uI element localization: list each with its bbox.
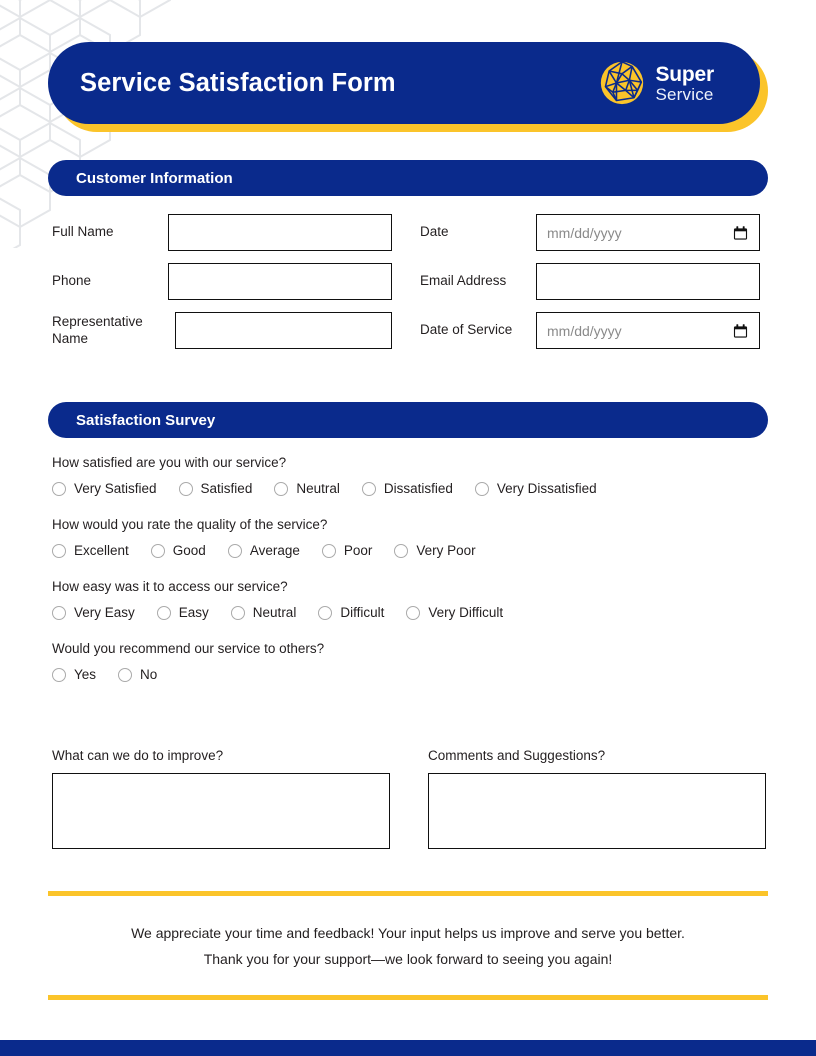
radio-circle-icon[interactable] bbox=[318, 606, 332, 620]
radio-option-poor[interactable] bbox=[322, 543, 373, 558]
radio-option-yes[interactable] bbox=[52, 667, 96, 682]
radio-circle-icon[interactable] bbox=[179, 482, 193, 496]
geodesic-sphere-icon bbox=[599, 60, 645, 106]
radio-circle-icon[interactable] bbox=[52, 482, 66, 496]
label-comments: Comments and Suggestions? bbox=[428, 748, 606, 763]
comments-block bbox=[428, 748, 768, 849]
option-label: Average bbox=[249, 543, 300, 558]
option-row-ease-of-access bbox=[52, 605, 768, 620]
field-row-representative-name bbox=[52, 312, 402, 349]
logo-text-primary: Super bbox=[655, 62, 714, 86]
option-label: Dissatisfied bbox=[383, 481, 453, 496]
page-bottom-bar bbox=[0, 1040, 816, 1056]
radio-circle-icon[interactable] bbox=[475, 482, 489, 496]
radio-option-very-satisfied[interactable] bbox=[52, 481, 157, 496]
option-row-recommend bbox=[52, 667, 768, 682]
radio-option-neutral[interactable] bbox=[274, 481, 340, 496]
question-text-satisfaction: How satisfied are you with our service? bbox=[52, 455, 287, 470]
radio-option-average[interactable] bbox=[228, 543, 300, 558]
full-name-input[interactable] bbox=[168, 214, 392, 251]
customer-information-grid bbox=[52, 214, 768, 361]
divider-yellow-top bbox=[48, 891, 768, 896]
option-label: Very Satisfied bbox=[74, 481, 157, 496]
radio-circle-icon[interactable] bbox=[228, 544, 242, 558]
radio-option-good[interactable] bbox=[151, 543, 206, 558]
field-row-phone bbox=[52, 263, 402, 300]
date-input[interactable] bbox=[536, 214, 760, 251]
footer-line-2: Thank you for your support—we look forward to seeing you again! bbox=[203, 950, 613, 967]
label-email-address: Email Address bbox=[420, 273, 507, 289]
radio-option-no[interactable] bbox=[118, 667, 157, 682]
question-text-ease-of-access: How easy was it to access our service? bbox=[52, 579, 288, 594]
option-label: Yes bbox=[74, 667, 97, 682]
radio-option-excellent[interactable] bbox=[52, 543, 129, 558]
option-label: Very Difficult bbox=[428, 605, 504, 620]
radio-circle-icon[interactable] bbox=[151, 544, 165, 558]
radio-circle-icon[interactable] bbox=[322, 544, 336, 558]
divider-yellow-bottom bbox=[48, 995, 768, 1000]
option-label: Good bbox=[172, 543, 206, 558]
header-bar bbox=[48, 42, 760, 124]
option-label: Very Easy bbox=[74, 605, 135, 620]
radio-option-satisfied[interactable] bbox=[179, 481, 253, 496]
phone-input[interactable] bbox=[168, 263, 392, 300]
radio-option-very-difficult[interactable] bbox=[406, 605, 503, 620]
label-date-of-service: Date of Service bbox=[420, 322, 513, 338]
field-row-full-name bbox=[52, 214, 402, 251]
option-row-satisfaction bbox=[52, 481, 768, 496]
radio-option-dissatisfied[interactable] bbox=[362, 481, 453, 496]
improve-textarea[interactable] bbox=[52, 773, 390, 849]
brand-logo bbox=[599, 60, 714, 106]
improve-block bbox=[52, 748, 392, 849]
email-address-input[interactable] bbox=[536, 263, 760, 300]
radio-circle-icon[interactable] bbox=[274, 482, 288, 496]
comments-textarea[interactable] bbox=[428, 773, 766, 849]
question-text-quality: How would you rate the quality of the service? bbox=[52, 517, 328, 532]
section-title-satisfaction-survey: Satisfaction Survey bbox=[76, 411, 216, 429]
radio-circle-icon[interactable] bbox=[118, 668, 132, 682]
field-row-date bbox=[420, 214, 768, 251]
radio-circle-icon[interactable] bbox=[52, 544, 66, 558]
section-header-satisfaction-survey bbox=[48, 402, 768, 438]
radio-option-very-poor[interactable] bbox=[394, 543, 475, 558]
label-date: Date bbox=[420, 224, 449, 240]
page-header bbox=[48, 42, 760, 124]
label-improve: What can we do to improve? bbox=[52, 748, 224, 763]
page-title: Service Satisfaction Form bbox=[80, 68, 396, 97]
question-text-recommend: Would you recommend our service to others? bbox=[52, 641, 325, 656]
field-row-email-address bbox=[420, 263, 768, 300]
free-text-section bbox=[52, 748, 768, 849]
radio-option-easy[interactable] bbox=[157, 605, 209, 620]
radio-circle-icon[interactable] bbox=[394, 544, 408, 558]
option-label: No bbox=[140, 667, 158, 682]
footer-line-1: We appreciate your time and feedback! Your input helps us improve and serve you better. bbox=[131, 925, 685, 941]
footer-message bbox=[48, 921, 768, 973]
option-label: Easy bbox=[178, 605, 209, 620]
field-row-date-of-service bbox=[420, 312, 768, 349]
radio-circle-icon[interactable] bbox=[157, 606, 171, 620]
date-of-service-input[interactable] bbox=[536, 312, 760, 349]
representative-name-input[interactable] bbox=[175, 312, 392, 349]
satisfaction-survey-questions bbox=[52, 455, 768, 703]
option-label: Poor bbox=[343, 543, 373, 558]
option-label: Excellent bbox=[74, 543, 129, 558]
option-label: Very Dissatisfied bbox=[496, 481, 597, 496]
label-phone: Phone bbox=[52, 273, 92, 289]
radio-option-very-dissatisfied[interactable] bbox=[475, 481, 597, 496]
option-row-quality bbox=[52, 543, 768, 558]
radio-option-difficult[interactable] bbox=[318, 605, 384, 620]
label-full-name: Full Name bbox=[52, 224, 114, 240]
option-label: Difficult bbox=[340, 605, 385, 620]
radio-circle-icon[interactable] bbox=[231, 606, 245, 620]
radio-circle-icon[interactable] bbox=[362, 482, 376, 496]
radio-circle-icon[interactable] bbox=[406, 606, 420, 620]
section-header-customer-information bbox=[48, 160, 768, 196]
option-label: Neutral bbox=[252, 605, 297, 620]
option-label: Satisfied bbox=[200, 481, 253, 496]
label-representative-name: Representative Name bbox=[52, 313, 143, 346]
section-title-customer-information: Customer Information bbox=[76, 169, 233, 187]
option-label: Very Poor bbox=[416, 543, 476, 558]
radio-circle-icon[interactable] bbox=[52, 606, 66, 620]
logo-text-secondary: Service bbox=[655, 84, 714, 104]
radio-circle-icon[interactable] bbox=[52, 668, 66, 682]
radio-option-very-easy[interactable] bbox=[52, 605, 135, 620]
option-label: Neutral bbox=[296, 481, 340, 496]
radio-option-neutral-ease[interactable] bbox=[231, 605, 297, 620]
